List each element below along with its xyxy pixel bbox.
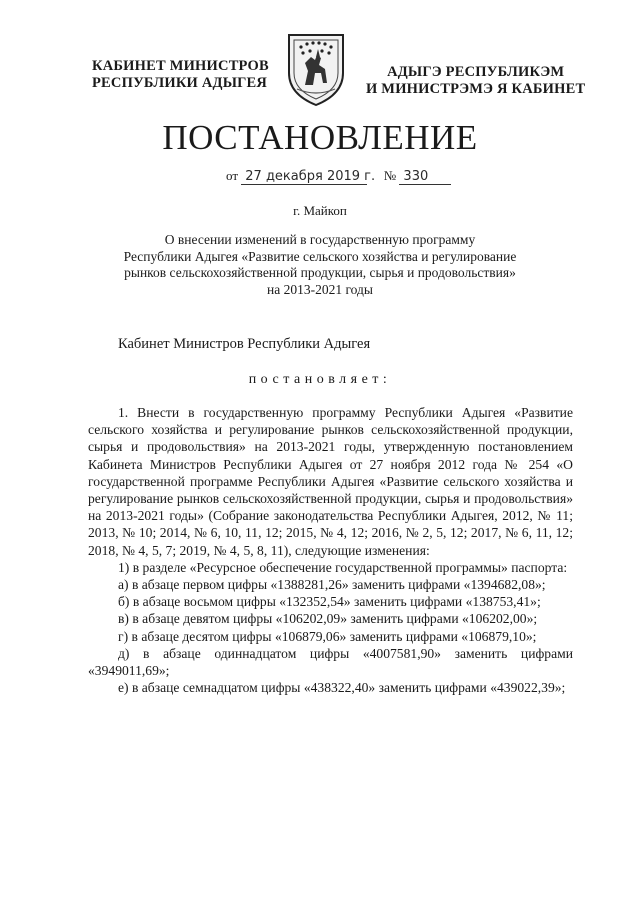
- header-left-line2: РЕСПУБЛИКИ АДЫГЕЯ: [92, 75, 268, 91]
- place-of-issue: г. Майкоп: [293, 203, 347, 218]
- body-paragraph: в) в абзаце девятом цифры «106202,09» заменить цифрами «106202,00»;: [118, 611, 538, 627]
- header-right-line2: И МИНИСТРЭМЭ Я КАБИНЕТ: [366, 81, 586, 97]
- body-paragraph: е) в абзаце семнадцатом цифры «438322,40» заменить цифрами «439022,39»;: [118, 680, 566, 696]
- document-number: 330: [399, 169, 451, 185]
- subject-line: О внесении изменений в государственную программу: [164, 232, 476, 247]
- coat-of-arms-icon: [275, 27, 357, 109]
- header-left-line1: КАБИНЕТ МИНИСТРОВ: [92, 58, 269, 74]
- issuer-name-adyghe: [366, 64, 585, 98]
- subject-line: на 2013-2021 годы: [267, 281, 373, 297]
- body-paragraph: 1. Внести в государственную программу Республики Адыгея «Развитие сельского хозяйства и регулирование рынков сельскохозяйственной продукции, сырья и продовольствия» на 2013-2021 годы, утвержденную постановлением Кабинета Министров Республики Адыгея от 27 ноября 2012 года № 254 «О государственной программе Республики Адыгея «Развитие сельского хозяйства и регулирование рынков сельскохозяйственной продукции, сырья и продовольствия» на 2013-2021 годы» (Собрание законодательства Республики Адыгея, 2012, № 11; 2013, № 10; 2014, № 6, 10, 11, 12; 2015, № 4, 12; 2016, № 2, 5, 12; 2017, № 6, 11, 12; 2018, № 4, 5, 7; 2019, № 4, 5, 8, 11), следующие изменения:: [88, 405, 573, 558]
- date-prefix: от: [226, 168, 239, 183]
- body-paragraph: д) в абзаце одиннадцатом цифры «4007581,90» заменить цифрами «3949011,69»;: [88, 645, 573, 679]
- body-paragraph: г) в абзаце десятом цифры «106879,06» заменить цифрами «106879,10»;: [118, 628, 537, 644]
- body-paragraph: а) в абзаце первом цифры «1388281,26» заменить цифрами «1394682,08»;: [118, 577, 546, 593]
- document-dateline: [226, 168, 451, 185]
- issuer-name-russian: [92, 58, 269, 92]
- document-title: ПОСТАНОВЛЕНИЕ: [162, 118, 478, 157]
- number-prefix: №: [383, 168, 397, 183]
- document-subject: [100, 232, 540, 298]
- document-body: [88, 404, 573, 696]
- header-right-line1: АДЫГЭ РЕСПУБЛИКЭМ: [387, 64, 565, 80]
- issuing-authority: Кабинет Министров Республики Адыгея: [118, 336, 371, 352]
- subject-line: Республики Адыгея «Развитие сельского хозяйства и регулирование: [123, 248, 517, 264]
- body-paragraph: 1) в разделе «Ресурсное обеспечение государственной программы» паспорта:: [118, 559, 568, 575]
- decree-word: постановляет:: [248, 372, 392, 387]
- document-date: 27 декабря 2019 г.: [241, 169, 367, 185]
- subject-line: рынков сельскохозяйственной продукции, сырья и продовольствия»: [124, 265, 516, 280]
- body-paragraph: б) в абзаце восьмом цифры «132352,54» заменить цифрами «138753,41»;: [118, 594, 541, 610]
